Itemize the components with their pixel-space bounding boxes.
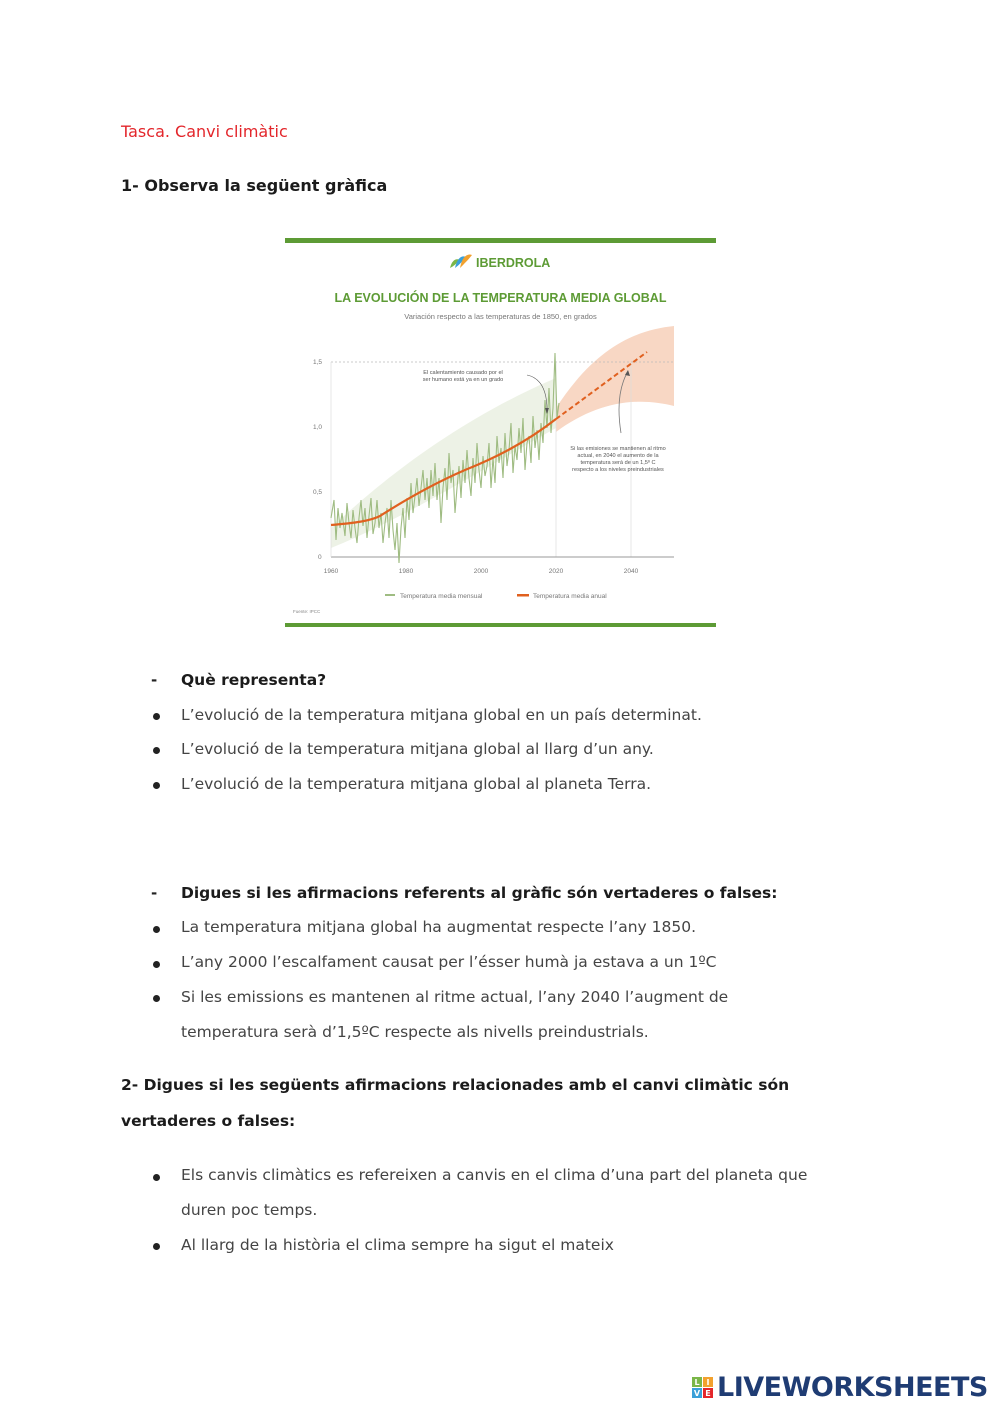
svg-text:2020: 2020 bbox=[548, 568, 564, 575]
legend-annual-label: Temperatura media anual bbox=[533, 593, 607, 600]
bullet-icon bbox=[153, 961, 160, 968]
svg-text:0,5: 0,5 bbox=[313, 489, 323, 496]
bullet-icon bbox=[153, 926, 160, 933]
legend-monthly-label: Temperatura media mensual bbox=[400, 593, 483, 600]
statement-2-1-line2: duren poc temps. bbox=[181, 1201, 318, 1219]
svg-text:1980: 1980 bbox=[398, 568, 414, 575]
liveworksheets-logo-icon: L I V E bbox=[692, 1377, 713, 1398]
option-a2: L’evolució de la temperatura mitjana global al llarg d’un any. bbox=[181, 740, 654, 758]
bullet-icon bbox=[153, 1243, 160, 1250]
temperature-chart bbox=[285, 238, 716, 628]
chart-brand: IBERDROLA bbox=[476, 256, 551, 270]
svg-text:1,0: 1,0 bbox=[313, 424, 323, 431]
question-a-dash: - bbox=[151, 671, 158, 689]
svg-text:El calentamiento causado por e: El calentamiento causado por el bbox=[423, 370, 503, 376]
projection-band bbox=[556, 326, 674, 432]
section2-heading-line1: 2- Digues si les següents afirmacions relacionades amb el canvi climàtic són bbox=[121, 1076, 790, 1094]
liveworksheets-wordmark: LIVEWORKSHEETS bbox=[717, 1372, 988, 1403]
statement-b1: La temperatura mitjana global ha augmentat respecte l’any 1850. bbox=[181, 918, 697, 936]
svg-text:actual, en 2040 el aumento de: actual, en 2040 el aumento de la bbox=[577, 453, 659, 459]
bullet-icon bbox=[153, 782, 160, 789]
svg-text:Si las emisiones se mantienen: Si las emisiones se mantienen al ritmo bbox=[570, 446, 666, 452]
chart-subtitle: Variación respecto a las temperaturas de 1850, en grados bbox=[404, 312, 597, 321]
svg-text:ser humano está ya en un grado: ser humano está ya en un grado bbox=[422, 377, 504, 383]
chart-bottom-border bbox=[285, 623, 716, 627]
chart-source: Fuente: IPCC bbox=[293, 609, 321, 614]
svg-text:0: 0 bbox=[318, 554, 322, 561]
section1-heading: 1- Observa la següent gràfica bbox=[121, 176, 388, 195]
legend-monthly-swatch bbox=[385, 594, 395, 596]
statement-2-1-line1: Els canvis climàtics es refereixen a canvis en el clima d’una part del planeta que bbox=[181, 1166, 808, 1184]
bullet-icon bbox=[153, 1174, 160, 1181]
svg-text:temperatura será de un 1,5º C: temperatura será de un 1,5º C bbox=[580, 460, 656, 466]
svg-text:1,5: 1,5 bbox=[313, 359, 323, 366]
svg-text:2000: 2000 bbox=[473, 568, 489, 575]
svg-text:1960: 1960 bbox=[323, 568, 339, 575]
svg-text:respecto a los niveles preindu: respecto a los niveles preindustriales bbox=[572, 467, 664, 473]
question-b-prompt: Digues si les afirmacions referents al gràfic són vertaderes o falses: bbox=[181, 884, 778, 902]
statement-b3-line1: Si les emissions es mantenen al ritme actual, l’any 2040 l’augment de bbox=[181, 988, 729, 1006]
bullet-icon bbox=[153, 747, 160, 754]
liveworksheets-logo bbox=[692, 1372, 988, 1403]
legend-annual-swatch bbox=[517, 594, 529, 597]
question-b-dash: - bbox=[151, 884, 158, 902]
svg-text:2040: 2040 bbox=[623, 568, 639, 575]
question-a-prompt: Què representa? bbox=[181, 671, 327, 689]
bullet-icon bbox=[153, 995, 160, 1002]
option-a3: L’evolució de la temperatura mitjana global al planeta Terra. bbox=[181, 775, 652, 793]
chart-top-border bbox=[285, 238, 716, 243]
worksheet-title: Tasca. Canvi climàtic bbox=[121, 122, 288, 141]
section2-heading-line2: vertaderes o falses: bbox=[121, 1112, 296, 1130]
chart-title: LA EVOLUCIÓN DE LA TEMPERATURA MEDIA GLOBAL bbox=[334, 291, 667, 305]
statement-2-2: Al llarg de la història el clima sempre ha sigut el mateix bbox=[181, 1236, 614, 1254]
iberdrola-logo-icon bbox=[450, 255, 472, 268]
bullet-icon bbox=[153, 713, 160, 720]
option-a1: L’evolució de la temperatura mitjana global en un país determinat. bbox=[181, 706, 702, 724]
statement-b2: L’any 2000 l’escalfament causat per l’ésser humà ja estava a un 1ºC bbox=[181, 953, 717, 971]
statement-b3-line2: temperatura serà d’1,5ºC respecte als nivells preindustrials. bbox=[181, 1023, 649, 1041]
